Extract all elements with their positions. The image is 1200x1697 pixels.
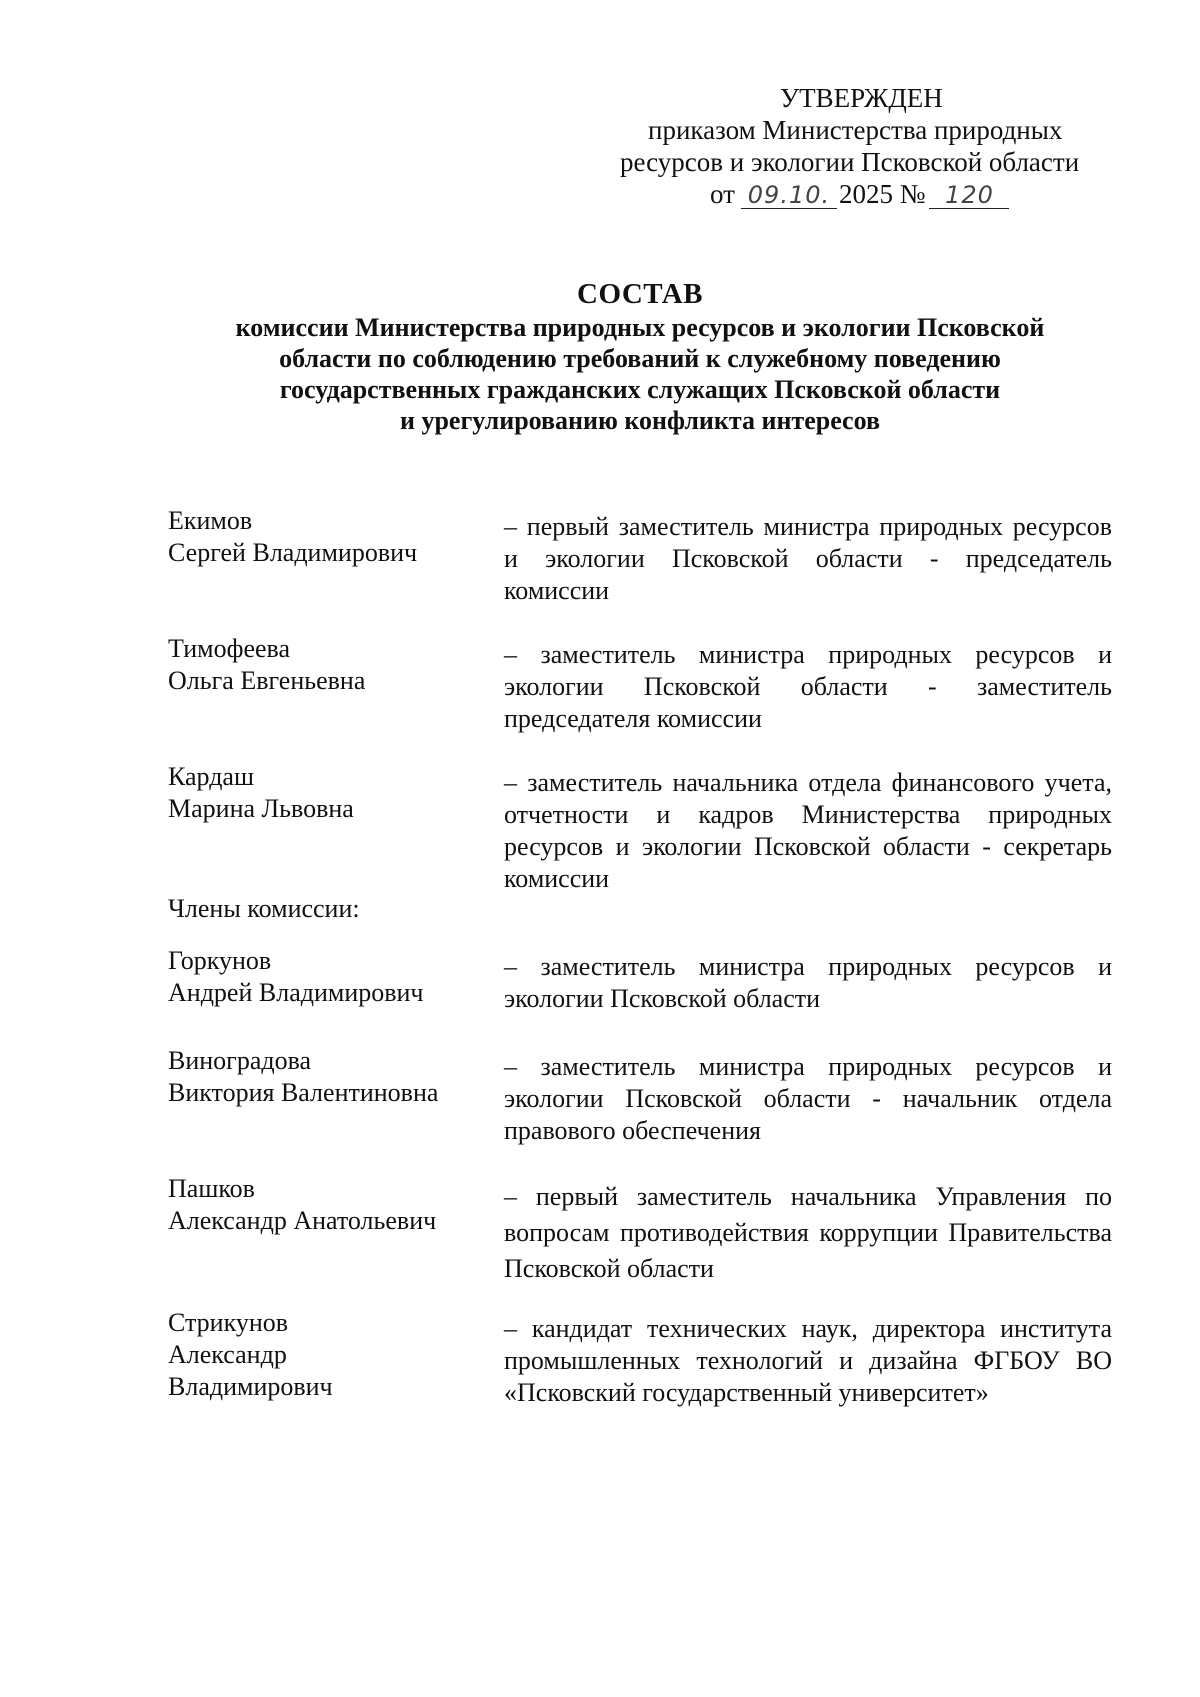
document-title (150, 276, 1130, 436)
title-line-3: государственных гражданских служащих Псковской области (279, 375, 1001, 404)
member-role: – заместитель министра природных ресурсов и экологии Псковской области - начальник отдела правового обеспечения (504, 1052, 1112, 1145)
title-main: СОСТАВ (577, 278, 703, 310)
member-name: Кардаш Марина Львовна (168, 762, 354, 823)
approval-block (620, 82, 1140, 210)
approval-order-line-2: ресурсов и экологии Псковской области (620, 147, 1080, 177)
members-section-label: Члены комиссии: (168, 894, 360, 923)
member-role: – заместитель министра природных ресурсов и экологии Псковской области (504, 952, 1112, 1013)
member-name: Пашков Александр Анатольевич (168, 1174, 437, 1235)
member-name: Стрикунов Александр Владимирович (168, 1308, 333, 1401)
member-name: Тимофеева Ольга Евгеньевна (168, 634, 366, 695)
date-prefix: от (710, 179, 735, 209)
approval-date-line (620, 178, 1140, 210)
member-role: – заместитель министра природных ресурсов и экологии Псковской области - заместитель председателя комиссии (504, 640, 1112, 733)
member-role: – первый заместитель начальника Управления по вопросам противодействия коррупции Правительства Псковской области (504, 1182, 1112, 1283)
member-role: – заместитель начальника отдела финансового учета, отчетности и кадров Министерства природных ресурсов и экологии Псковской области - секретарь комиссии (504, 768, 1112, 893)
member-name: Горкунов Андрей Владимирович (168, 946, 424, 1007)
member-name: Виноградова Виктория Валентиновна (168, 1046, 439, 1107)
order-year: 2025 (838, 179, 893, 209)
title-line-2: области по соблюдению требований к служебному поведению (279, 344, 1001, 373)
title-line-1: комиссии Министерства природных ресурсов и экологии Псковской (235, 313, 1045, 342)
title-line-4: и урегулированию конфликта интересов (399, 406, 880, 435)
number-sign: № (899, 179, 926, 209)
handwritten-order-number: 120 (929, 182, 1009, 209)
approval-order-line-1: приказом Министерства природных (648, 115, 1063, 145)
handwritten-date: 09.10. (741, 182, 837, 209)
member-role: – кандидат технических наук, директора института промышленных технологий и дизайна ФГБОУ ВО «Псковский государственный университет» (504, 1314, 1112, 1407)
member-name: Екимов Сергей Владимирович (168, 506, 418, 567)
approval-heading: УТВЕРЖДЕН (780, 83, 943, 113)
member-role: – первый заместитель министра природных ресурсов и экологии Псковской области - председатель комиссии (504, 512, 1112, 605)
